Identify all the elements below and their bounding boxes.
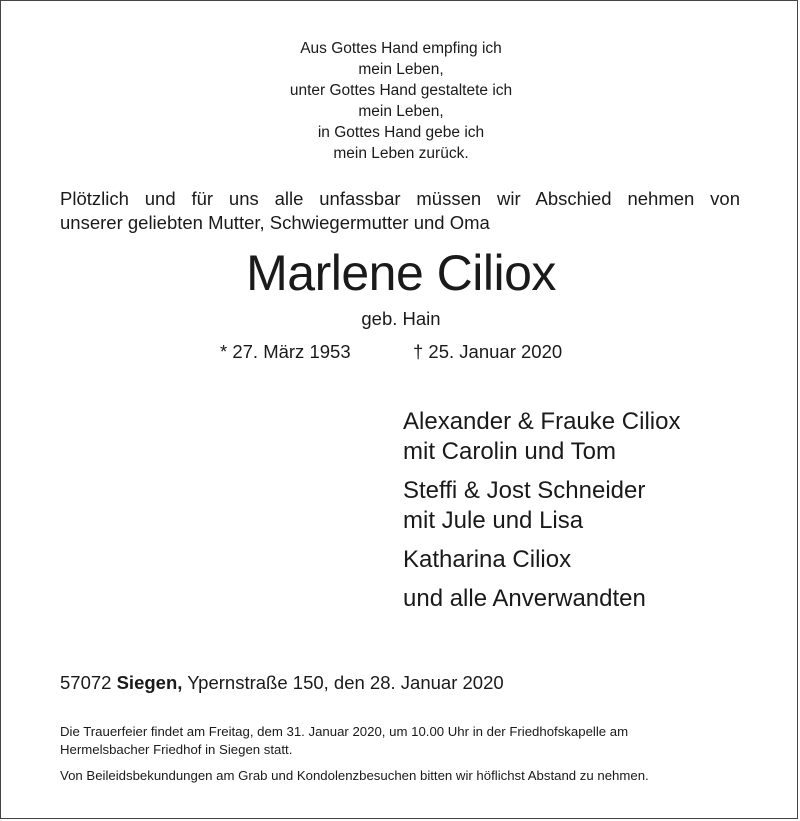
- address-date: Ypernstraße 150, den 28. Januar 2020: [187, 672, 504, 693]
- funeral-info: [60, 723, 750, 759]
- mourner-line: und alle Anverwandten: [403, 585, 646, 612]
- motto-line: mein Leben,: [358, 103, 444, 120]
- maiden-name: geb. Hain: [361, 308, 441, 329]
- birth-date: * 27. März 1953: [220, 341, 351, 362]
- postcode: 57072: [60, 672, 112, 693]
- intro-text: [60, 187, 740, 235]
- condolence-note: Von Beileidsbekundungen am Grab und Kondolenzbesuchen bitten wir höflichst Abstand zu nehmen.: [60, 768, 649, 783]
- mourner-group: [403, 584, 763, 614]
- place-and-date: [60, 671, 504, 695]
- motto-verse: [201, 38, 601, 164]
- motto-line: Aus Gottes Hand empfing ich: [300, 40, 502, 57]
- funeral-line: Die Trauerfeier findet am Freitag, dem 31. Januar 2020, um 10.00 Uhr in der Friedhofskapelle am: [60, 724, 629, 739]
- mourner-line: Alexander & Frauke Ciliox: [403, 408, 681, 435]
- mourner-line: Katharina Ciliox: [403, 546, 572, 573]
- deceased-name: Marlene Ciliox: [246, 245, 556, 301]
- motto-line: in Gottes Hand gebe ich: [317, 124, 485, 141]
- city-name: Siegen,: [116, 672, 183, 693]
- mourner-group: [403, 476, 763, 536]
- mourner-group: [403, 407, 763, 467]
- mourner-line: Steffi & Jost Schneider: [403, 477, 646, 504]
- intro-line: Plötzlich und für uns alle unfassbar müssen wir Abschied nehmen von: [60, 188, 740, 209]
- mourners-list: [403, 407, 763, 623]
- intro-line: unserer geliebten Mutter, Schwiegermutter und Oma: [60, 212, 490, 233]
- motto-line: mein Leben zurück.: [333, 145, 469, 162]
- mourner-line: mit Carolin und Tom: [403, 438, 616, 465]
- death-date: † 25. Januar 2020: [413, 341, 563, 362]
- funeral-line: Hermelsbacher Friedhof in Siegen statt.: [60, 742, 293, 757]
- mourner-group: [403, 545, 763, 575]
- motto-line: mein Leben,: [358, 61, 444, 78]
- motto-line: unter Gottes Hand gestaltete ich: [289, 82, 513, 99]
- mourner-line: mit Jule und Lisa: [403, 507, 584, 534]
